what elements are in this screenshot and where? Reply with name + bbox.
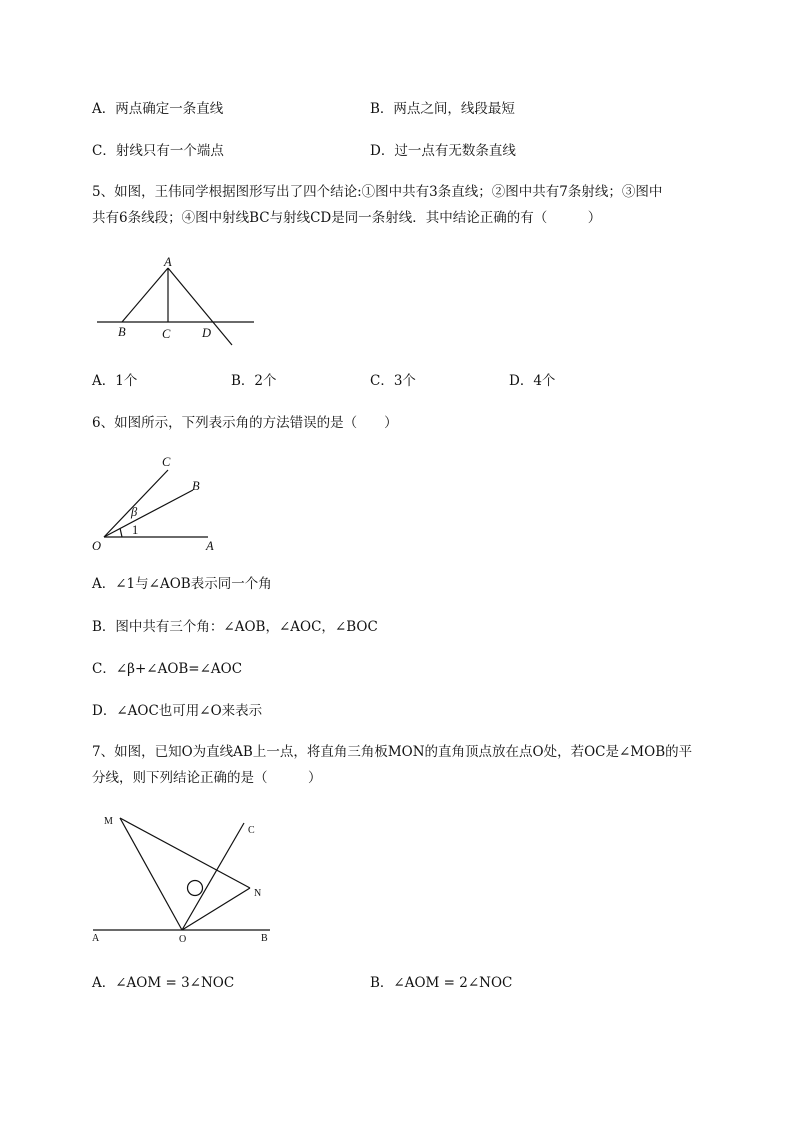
q7-label-m: M (104, 816, 113, 827)
q6-option-a: A．∠1与∠AOB表示同一个角 (92, 576, 272, 592)
q5-stem-line2: 共有6条线段；④图中射线BC与射线CD是同一条射线．其中结论正确的有（ ） (92, 210, 602, 226)
q5-option-c: C．3个 (370, 373, 416, 389)
q5-stem-line1: 5、如图，王伟同学根据图形写出了四个结论:①图中共有3条直线；②图中共有7条射线；③图中 (92, 184, 663, 200)
q5-line-ad (168, 268, 232, 345)
q5-line-ab (122, 268, 168, 322)
q5-figure (92, 250, 262, 350)
q7-label-n: N (254, 888, 262, 899)
q7-figure (88, 808, 288, 948)
q7-label-c: C (248, 825, 255, 836)
q5-label-a: A (164, 255, 172, 269)
q7-option-b: B．∠AOM = 2∠NOC (370, 975, 513, 991)
q6-label-o: O (92, 539, 102, 553)
q7-triangle-hole (188, 881, 203, 896)
q6-angle-arc-1 (120, 528, 122, 537)
q6-label-beta: β (131, 505, 138, 519)
q7-side-on (182, 888, 250, 930)
q6-figure (88, 452, 228, 557)
q5-label-b: B (118, 325, 126, 339)
q4-option-a: A．两点确定一条直线 (92, 101, 224, 117)
q6-option-d: D．∠AOC也可用∠O来表示 (92, 703, 263, 719)
q6-label-b: B (192, 479, 200, 493)
q5-label-d: D (202, 326, 212, 340)
q6-option-c: C．∠β+∠AOB=∠AOC (92, 661, 243, 677)
q6-stem: 6、如图所示，下列表示角的方法错误的是（ ） (92, 415, 398, 431)
q7-label-a: A (92, 933, 100, 944)
q5-option-a: A．1个 (92, 373, 138, 389)
q4-option-b: B．两点之间，线段最短 (370, 101, 515, 117)
q5-option-b: B．2个 (231, 373, 277, 389)
q6-label-one: 1 (132, 523, 139, 537)
q6-label-c: C (162, 455, 171, 469)
q5-label-c: C (162, 327, 171, 341)
q7-label-o: O (179, 934, 187, 945)
q5-option-d: D．4个 (509, 373, 556, 389)
q4-option-d: D．过一点有无数条直线 (370, 143, 516, 159)
q7-label-b: B (261, 933, 268, 944)
q7-ray-oc (182, 823, 244, 930)
q4-option-c: C．射线只有一个端点 (92, 143, 224, 159)
q7-stem-line2: 分线，则下列结论正确的是（ ） (92, 770, 322, 786)
q6-option-b: B．图中共有三个角：∠AOB，∠AOC，∠BOC (92, 619, 378, 635)
q6-label-a: A (206, 539, 214, 553)
q7-stem-line1: 7、如图，已知O为直线AB上一点，将直角三角板MON的直角顶点放在点O处，若OC是∠MOB的平 (92, 744, 693, 760)
q6-ray-ob (104, 490, 193, 537)
q7-option-a: A．∠AOM = 3∠NOC (92, 975, 235, 991)
